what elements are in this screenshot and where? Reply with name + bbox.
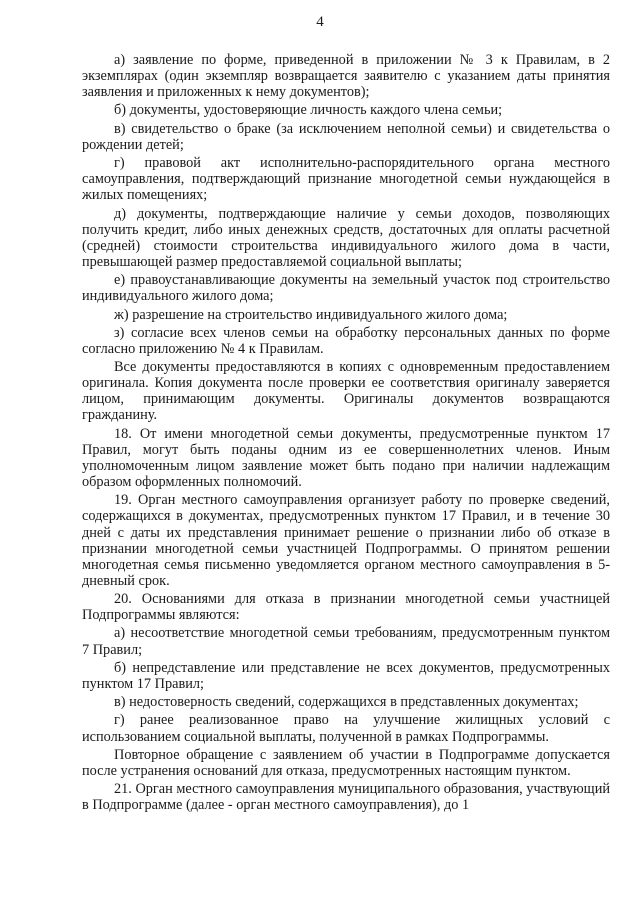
paragraph-copies: Все документы предоставляются в копиях с одновременным предоставлением оригинала. Копия документа после проверки ее соответствия оригиналу заверяется лицом, принимающим документы. Оригиналы документов возвращаются гражданину. xyxy=(82,359,610,424)
paragraph-20g: г) ранее реализованное право на улучшение жилищных условий с использованием социальной выплаты, полученной в рамках Подпрограммы. xyxy=(82,712,610,745)
paragraph-17b: б) документы, удостоверяющие личность каждого члена семьи; xyxy=(114,102,503,119)
paragraph-17g: г) правовой акт исполнительно-распорядительного органа местного самоуправления, подтверждающий признание многодетной семьи нуждающейся в жилых помещениях; xyxy=(82,155,610,204)
document-body xyxy=(82,52,610,816)
paragraph-20v: в) недостоверность сведений, содержащихся в представленных документах; xyxy=(114,694,579,711)
paragraph-17e: е) правоустанавливающие документы на земельный участок под строительство индивидуального жилого дома; xyxy=(82,272,610,305)
paragraph-17z: з) согласие всех членов семьи на обработку персональных данных по форме согласно приложению № 4 к Правилам. xyxy=(82,324,610,357)
paragraph-repeat: Повторное обращение с заявлением об участии в Подпрограмме допускается после устранения оснований для отказа, предусмотренных настоящим пунктом. xyxy=(82,746,610,779)
paragraph-21: 21. Орган местного самоуправления муниципального образования, участвующий в Подпрограмме (далее - орган местного самоуправления), до 1 xyxy=(82,781,610,814)
paragraph-19: 19. Орган местного самоуправления организует работу по проверке сведений, содержащихся в документах, предусмотренных пунктом 17 Правил, и в течение 30 дней с даты их представления принимает решение о признании либо об отказе в признании многодетной семьи участницей Подпрограммы. О принятом решении многодетная семья письменно уведомляется органом местного самоуправления в 5-дневный срок. xyxy=(82,492,610,589)
paragraph-20: 20. Основаниями для отказа в признании многодетной семьи участницей Подпрограммы являются: xyxy=(82,591,610,624)
paragraph-20a: а) несоответствие многодетной семьи требованиям, предусмотренным пунктом 7 Правил; xyxy=(82,625,610,658)
paragraph-17v: в) свидетельство о браке (за исключением неполной семьи) и свидетельства о рождении детей; xyxy=(82,120,610,153)
paragraph-17zh: ж) разрешение на строительство индивидуального жилого дома; xyxy=(114,306,508,323)
paragraph-17a: а) заявление по форме, приведенной в приложении № 3 к Правилам, в 2 экземплярах (один экземпляр возвращается заявителю с указанием даты принятия заявления и приложенных к нему документов); xyxy=(82,52,610,101)
paragraph-18: 18. От имени многодетной семьи документы, предусмотренные пунктом 17 Правил, могут быть поданы одним из ее совершеннолетних членов. Иным уполномоченным лицом заявление может быть подано при наличии надлежащим образом оформленных полномочий. xyxy=(82,425,610,491)
page-number: 4 xyxy=(316,14,324,30)
paragraph-20b: б) непредставление или представление не всех документов, предусмотренных пунктом 17 Правил; xyxy=(82,659,610,692)
paragraph-17d: д) документы, подтверждающие наличие у семьи доходов, позволяющих получить кредит, либо иных денежных средств, достаточных для оплаты расчетной (средней) стоимости строительства индивидуального жилого дома в части, превышающей размер предоставляемой социальной выплаты; xyxy=(82,205,610,270)
